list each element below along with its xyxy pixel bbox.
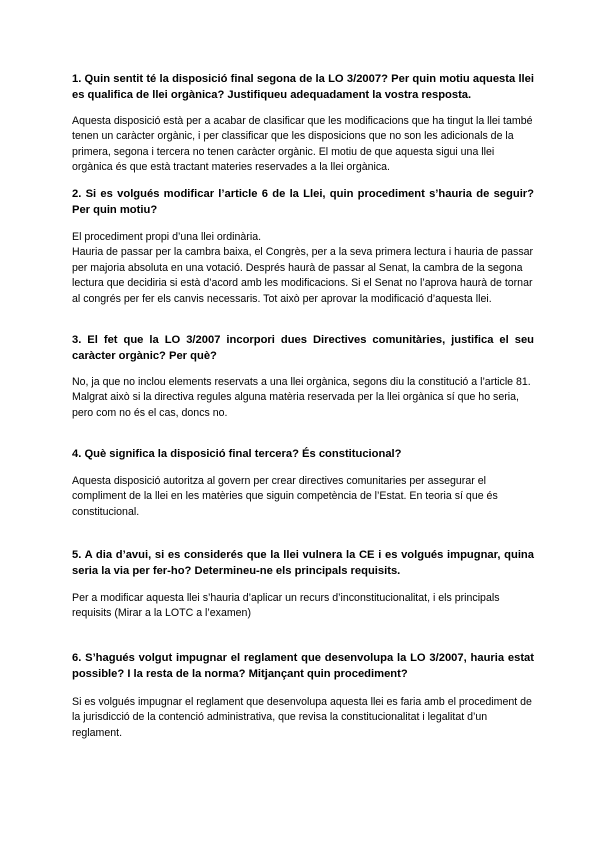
question-1: 1. Quin sentit té la disposició final segona de la LO 3/2007? Per quin motiu aquesta llei es qualifica de llei orgànica? Justifiqueu adequadament la vostra resposta. <box>72 73 534 101</box>
answer-1 <box>72 114 534 176</box>
answer-4 <box>72 474 534 520</box>
question-5: 5. A dia d’avui, si es considerés que la llei vulnera la CE i es volgués impugnar, quina seria la via per fer-ho? Determineu-ne els principals requisits. <box>72 549 534 577</box>
question-2: 2. Si es volgués modificar l’article 6 de la Llei, quin procediment s’hauria de seguir? Per quin motiu? <box>72 188 534 216</box>
answer-2-paragraph-2: Hauria de passar per la cambra baixa, el Congrès, per a la seva primera lectura i hauria de passar per majoria absoluta en una votació. Després haurà de passar al Senat, la cambra de la segona lectura que decidiria si està d’acord amb les modificacions. Si el Senat no l’aprova haurà de tornar al congrés per fer els canvis necessaris. Tot això per aprovar la modificació d’aquesta llei. <box>72 246 534 305</box>
question-6: 6. S’hagués volgut impugnar el reglament que desenvolupa la LO 3/2007, hauria estat possible? I la resta de la norma? Mitjançant quin procediment? <box>72 652 534 680</box>
answer-5 <box>72 591 534 622</box>
answer-2 <box>72 230 534 307</box>
answer-4-paragraph: Aquesta disposició autoritza al govern per crear directives comunitaries per assegurar el compliment de la llei en les matèries que siguin competència de l’Estat. En teoria sí que és constitucional. <box>72 475 498 518</box>
answer-6 <box>72 695 534 741</box>
answer-6-paragraph: Si es volgués impugnar el reglament que desenvolupa aquesta llei es faria amb el procediment de la jurisdicció de la contenció administrativa, que revisa la constitucionalitat i legalitat d’un reglament. <box>72 696 532 739</box>
answer-2-paragraph-1: El procediment propi d’una llei ordinària. <box>72 231 262 243</box>
question-4: 4. Què significa la disposició final tercera? És constitucional? <box>72 448 402 460</box>
answer-3 <box>72 375 534 421</box>
answer-3-paragraph: No, ja que no inclou elements reservats a una llei orgànica, segons diu la constitució a l’article 81. Malgrat això si la directiva regules alguna matèria reservada per la llei orgànica sí que ho seria, pero com no és el cas, doncs no. <box>72 376 531 419</box>
answer-5-paragraph: Per a modificar aquesta llei s’hauria d’aplicar un recurs d’inconstitucionalitat, i els principals requisits (Mirar a la LOTC a l’examen) <box>72 592 500 620</box>
answer-1-paragraph: Aquesta disposició està per a acabar de clasificar que les modificacions que ha tingut la llei també tenen un caràcter orgànic, i per classificar que les disposicions que no son les adicionals de la primera, segona i tercera no tenen caràcter orgànic. El motiu de que aquesta sigui una llei orgànica és que està tractant materies reservades a la llei orgànica. <box>72 115 533 174</box>
question-3: 3. El fet que la LO 3/2007 incorpori dues Directives comunitàries, justifica el seu caràcter orgànic? Per què? <box>72 334 534 362</box>
